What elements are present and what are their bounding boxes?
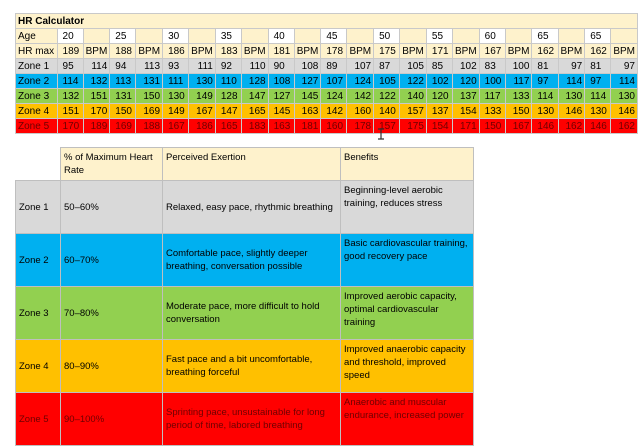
zone-name[interactable]: Zone 1 (16, 181, 61, 234)
zone-low[interactable]: 145 (268, 104, 294, 119)
age-value[interactable]: 35 (215, 29, 241, 44)
hrmax-value[interactable]: 181 (268, 44, 294, 59)
zone-high[interactable]: 111 (189, 59, 216, 74)
zone-low[interactable]: 160 (321, 119, 347, 134)
zone-high[interactable]: 154 (452, 104, 479, 119)
zone-high[interactable]: 147 (241, 89, 268, 104)
zone-label[interactable]: Zone 2 (16, 74, 58, 89)
zone-low[interactable]: 169 (110, 119, 136, 134)
age-spacer[interactable] (241, 29, 268, 44)
zone-percent[interactable]: 70–80% (61, 287, 163, 340)
zone-low[interactable]: 95 (57, 59, 83, 74)
zone-low[interactable]: 92 (215, 59, 241, 74)
zone-low[interactable]: 151 (57, 104, 83, 119)
hrmax-value[interactable]: 171 (426, 44, 452, 59)
zone-low[interactable]: 137 (426, 104, 452, 119)
zone-high[interactable]: 110 (241, 59, 268, 74)
zone-low[interactable]: 150 (479, 119, 505, 134)
zone-high[interactable]: 167 (505, 119, 532, 134)
hrmax-unit[interactable]: BPM (241, 44, 268, 59)
zone-high[interactable]: 97 (611, 59, 638, 74)
zone-high[interactable]: 165 (241, 104, 268, 119)
age-label[interactable]: Age (16, 29, 58, 44)
zone-percent[interactable]: 90–100% (61, 393, 163, 446)
zone-benefits[interactable]: Beginning-level aerobic training, reduces stress (341, 181, 474, 234)
zone-high[interactable]: 124 (347, 74, 374, 89)
hrmax-unit[interactable]: BPM (83, 44, 110, 59)
zone-high[interactable]: 122 (400, 74, 427, 89)
zone-high[interactable]: 171 (452, 119, 479, 134)
zone-percent[interactable]: 50–60% (61, 181, 163, 234)
age-spacer[interactable] (452, 29, 479, 44)
zone-high[interactable]: 157 (400, 104, 427, 119)
zone-high[interactable]: 130 (611, 89, 638, 104)
zone-low[interactable]: 113 (110, 74, 136, 89)
hrmax-value[interactable]: 162 (585, 44, 611, 59)
zone-row-3 (16, 287, 474, 340)
zone-benefits[interactable]: Improved anaerobic capacity and threshold, improved speed (341, 340, 474, 393)
calculator-title-row (16, 14, 638, 29)
zone-low[interactable]: 132 (57, 89, 83, 104)
zone-high[interactable]: 107 (347, 59, 374, 74)
zones-header-blank (16, 148, 61, 181)
zone-low[interactable]: 170 (57, 119, 83, 134)
zone-low[interactable]: 165 (215, 119, 241, 134)
calc-zone-row-3 (16, 89, 638, 104)
zone-high[interactable]: 169 (136, 104, 163, 119)
zone-name[interactable]: Zone 5 (16, 393, 61, 446)
age-value[interactable]: 65 (532, 29, 558, 44)
zone-low[interactable]: 114 (532, 89, 558, 104)
zone-low[interactable]: 146 (532, 119, 558, 134)
zone-exertion[interactable]: Comfortable pace, slightly deeper breathing, conversation possible (163, 234, 341, 287)
exertion-header[interactable]: Perceived Exertion (163, 148, 341, 181)
zone-high[interactable]: 163 (294, 104, 321, 119)
zone-high[interactable]: 140 (400, 89, 427, 104)
zone-low[interactable]: 130 (585, 104, 611, 119)
zone-high[interactable]: 167 (189, 104, 216, 119)
zone-row-1 (16, 181, 474, 234)
zone-high[interactable]: 189 (83, 119, 110, 134)
zone-low[interactable]: 107 (321, 74, 347, 89)
zone-low[interactable]: 83 (479, 59, 505, 74)
percent-header[interactable]: % of Maximum Heart Rate (61, 148, 163, 181)
zone-low[interactable]: 122 (374, 89, 400, 104)
zone-benefits[interactable]: Improved aerobic capacity, optimal cardiovascular training (341, 287, 474, 340)
zone-high[interactable]: 97 (558, 59, 585, 74)
zone-high[interactable]: 113 (136, 59, 163, 74)
zone-name[interactable]: Zone 4 (16, 340, 61, 393)
zone-low[interactable]: 149 (163, 104, 189, 119)
zone-name[interactable]: Zone 2 (16, 234, 61, 287)
zone-row-4 (16, 340, 474, 393)
zone-low[interactable]: 97 (585, 74, 611, 89)
zone-percent[interactable]: 60–70% (61, 234, 163, 287)
zone-low[interactable]: 124 (321, 89, 347, 104)
zone-high[interactable]: 183 (241, 119, 268, 134)
zone-low[interactable]: 102 (426, 74, 452, 89)
zone-low[interactable]: 90 (268, 59, 294, 74)
zone-low[interactable]: 130 (163, 89, 189, 104)
zone-low[interactable]: 147 (215, 104, 241, 119)
zone-low[interactable]: 140 (374, 104, 400, 119)
hrmax-value[interactable]: 167 (479, 44, 505, 59)
age-spacer[interactable] (83, 29, 110, 44)
zone-low[interactable]: 120 (426, 89, 452, 104)
zone-low[interactable]: 110 (215, 74, 241, 89)
hrmax-value[interactable]: 183 (215, 44, 241, 59)
zone-name[interactable]: Zone 3 (16, 287, 61, 340)
zone-low[interactable]: 127 (268, 89, 294, 104)
age-spacer[interactable] (294, 29, 321, 44)
zone-label[interactable]: Zone 3 (16, 89, 58, 104)
zone-high[interactable]: 145 (294, 89, 321, 104)
hrmax-value[interactable]: 162 (532, 44, 558, 59)
calc-zone-row-2 (16, 74, 638, 89)
zone-benefits[interactable]: Anaerobic and muscular endurance, increased power (341, 393, 474, 446)
zone-benefits[interactable]: Basic cardiovascular training, good recovery pace (341, 234, 474, 287)
zone-high[interactable]: 128 (241, 74, 268, 89)
zone-high[interactable]: 133 (505, 89, 532, 104)
hrmax-unit[interactable]: BPM (136, 44, 163, 59)
age-value[interactable]: 60 (479, 29, 505, 44)
zones-header-row (16, 148, 474, 181)
hrmax-value[interactable]: 188 (110, 44, 136, 59)
zone-high[interactable]: 117 (505, 74, 532, 89)
zone-low[interactable]: 167 (163, 119, 189, 134)
zone-low[interactable]: 117 (479, 89, 505, 104)
hrmax-unit[interactable]: BPM (505, 44, 532, 59)
zone-high[interactable]: 151 (83, 89, 110, 104)
hrmax-value[interactable]: 175 (374, 44, 400, 59)
zone-label[interactable]: Zone 5 (16, 119, 58, 134)
zone-exertion[interactable]: Relaxed, easy pace, rhythmic breathing (163, 181, 341, 234)
age-value[interactable]: 55 (426, 29, 452, 44)
zone-high[interactable]: 162 (611, 119, 638, 134)
hrmax-row (16, 44, 638, 59)
zone-low[interactable]: 105 (374, 74, 400, 89)
zone-label[interactable]: Zone 4 (16, 104, 58, 119)
zone-low[interactable]: 114 (585, 89, 611, 104)
hrmax-unit[interactable]: BPM (400, 44, 427, 59)
zone-low[interactable]: 81 (532, 59, 558, 74)
zone-low[interactable]: 108 (268, 74, 294, 89)
zone-high[interactable]: 146 (611, 104, 638, 119)
zone-high[interactable]: 114 (83, 59, 110, 74)
zone-low[interactable]: 142 (321, 104, 347, 119)
age-spacer[interactable] (400, 29, 427, 44)
zone-high[interactable]: 142 (347, 89, 374, 104)
zone-high[interactable]: 108 (294, 59, 321, 74)
calc-zone-row-5 (16, 119, 638, 134)
age-value[interactable]: 30 (163, 29, 189, 44)
age-value[interactable]: 25 (110, 29, 136, 44)
zone-high[interactable]: 130 (558, 89, 585, 104)
zone-high[interactable]: 150 (505, 104, 532, 119)
zone-high[interactable]: 149 (189, 89, 216, 104)
zone-high[interactable]: 186 (189, 119, 216, 134)
zone-low[interactable]: 157 (374, 119, 400, 134)
age-spacer[interactable] (136, 29, 163, 44)
hrmax-unit[interactable]: BPM (452, 44, 479, 59)
zone-high[interactable]: 137 (452, 89, 479, 104)
text-cursor-icon (376, 128, 386, 140)
zone-low[interactable]: 154 (426, 119, 452, 134)
zone-low[interactable]: 97 (532, 74, 558, 89)
zone-low[interactable]: 111 (163, 74, 189, 89)
zone-high[interactable]: 170 (83, 104, 110, 119)
zone-high[interactable]: 100 (505, 59, 532, 74)
zone-high[interactable]: 120 (452, 74, 479, 89)
zone-low[interactable]: 114 (57, 74, 83, 89)
zone-high[interactable]: 178 (347, 119, 374, 134)
hrmax-value[interactable]: 186 (163, 44, 189, 59)
benefits-header[interactable]: Benefits (341, 148, 474, 181)
age-spacer[interactable] (347, 29, 374, 44)
zone-low[interactable]: 87 (374, 59, 400, 74)
zone-high[interactable]: 162 (558, 119, 585, 134)
hrmax-value[interactable]: 189 (57, 44, 83, 59)
zone-high[interactable]: 102 (452, 59, 479, 74)
zone-high[interactable]: 114 (611, 74, 638, 89)
age-value[interactable]: 65 (585, 29, 611, 44)
zone-low[interactable]: 100 (479, 74, 505, 89)
zone-percent[interactable]: 80–90% (61, 340, 163, 393)
zone-high[interactable]: 150 (136, 89, 163, 104)
hr-calculator-table (15, 13, 638, 134)
zone-high[interactable]: 114 (558, 74, 585, 89)
zone-low[interactable]: 146 (585, 119, 611, 134)
calc-zone-row-4 (16, 104, 638, 119)
hrmax-value[interactable]: 178 (321, 44, 347, 59)
hrmax-unit[interactable]: BPM (294, 44, 321, 59)
age-value[interactable]: 45 (321, 29, 347, 44)
zone-low[interactable]: 133 (479, 104, 505, 119)
hrmax-unit[interactable]: BPM (611, 44, 638, 59)
hrmax-label[interactable]: HR max (16, 44, 58, 59)
zone-high[interactable]: 132 (83, 74, 110, 89)
zone-low[interactable]: 89 (321, 59, 347, 74)
age-spacer[interactable] (558, 29, 585, 44)
zone-high[interactable]: 146 (558, 104, 585, 119)
age-spacer[interactable] (189, 29, 216, 44)
hrmax-unit[interactable]: BPM (558, 44, 585, 59)
zone-high[interactable]: 188 (136, 119, 163, 134)
zone-low[interactable]: 81 (585, 59, 611, 74)
zone-low[interactable]: 93 (163, 59, 189, 74)
age-value[interactable]: 50 (374, 29, 400, 44)
zone-exertion[interactable]: Fast pace and a bit uncomfortable, breathing forceful (163, 340, 341, 393)
zone-row-5 (16, 393, 474, 446)
zone-low[interactable]: 128 (215, 89, 241, 104)
zone-high[interactable]: 105 (400, 59, 427, 74)
zone-exertion[interactable]: Moderate pace, more difficult to hold conversation (163, 287, 341, 340)
zone-exertion[interactable]: Sprinting pace, unsustainable for long period of time, labored breathing (163, 393, 341, 446)
hrmax-unit[interactable]: BPM (347, 44, 374, 59)
zone-high[interactable]: 160 (347, 104, 374, 119)
zone-label[interactable]: Zone 1 (16, 59, 58, 74)
zone-high[interactable]: 130 (189, 74, 216, 89)
zone-high[interactable]: 181 (294, 119, 321, 134)
calc-zone-row-1 (16, 59, 638, 74)
heart-rate-zones-table (15, 147, 474, 446)
age-spacer[interactable] (611, 29, 638, 44)
zone-row-2 (16, 234, 474, 287)
age-spacer[interactable] (505, 29, 532, 44)
zone-low[interactable]: 163 (268, 119, 294, 134)
age-row (16, 29, 638, 44)
zone-low[interactable]: 150 (110, 104, 136, 119)
zone-low[interactable]: 85 (426, 59, 452, 74)
zone-low[interactable]: 94 (110, 59, 136, 74)
age-value[interactable]: 40 (268, 29, 294, 44)
zone-high[interactable]: 127 (294, 74, 321, 89)
zone-low[interactable]: 130 (532, 104, 558, 119)
zone-high[interactable]: 131 (136, 74, 163, 89)
zone-low[interactable]: 131 (110, 89, 136, 104)
zone-high[interactable]: 175 (400, 119, 427, 134)
calculator-title[interactable]: HR Calculator (16, 14, 638, 29)
age-value[interactable]: 20 (57, 29, 83, 44)
hrmax-unit[interactable]: BPM (189, 44, 216, 59)
